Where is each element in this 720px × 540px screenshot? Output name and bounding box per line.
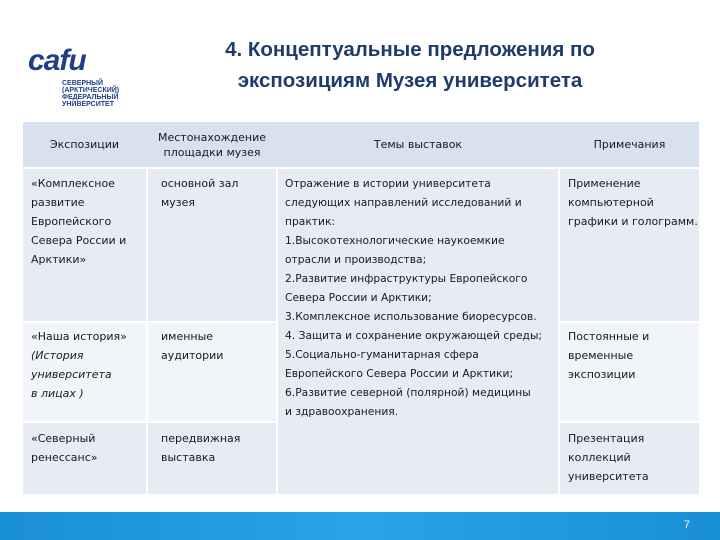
cell-line: основной зал: [161, 177, 239, 190]
row3-location: [161, 429, 240, 467]
logo-line: (АРКТИЧЕСКИЙ): [62, 87, 120, 94]
row3-notes: [568, 429, 649, 486]
logo-line: СЕВЕРНЫЙ: [62, 80, 104, 87]
cell-line: (История: [31, 349, 84, 362]
row2-notes: [568, 327, 649, 384]
logo-line: ФЕДЕРАЛЬНЫЙ: [62, 94, 119, 101]
cell-line: и здравоохранения.: [285, 405, 399, 418]
topics-text: [285, 174, 542, 421]
footer-bar: [0, 512, 720, 540]
cell-line: отрасли и производства;: [285, 253, 427, 266]
cell-line: именные: [161, 330, 214, 343]
cell-line: Арктики»: [31, 253, 87, 266]
cell-line: временные: [568, 349, 634, 362]
cell-line: Севера России и: [31, 234, 127, 247]
row1-location: [161, 174, 238, 212]
logo-line: УНИВЕРСИТЕТ: [62, 101, 114, 108]
university-logo: [28, 44, 120, 114]
cell-line: университета: [568, 470, 649, 483]
header-expositions: [23, 122, 146, 167]
cell-line: 2.Развитие инфраструктуры Европейского: [285, 272, 528, 285]
cell-line: Севера России и Арктики;: [285, 291, 432, 304]
header-notes: [560, 122, 699, 167]
cell-line: 4. Защита и сохранение окружающей среды;: [285, 329, 542, 342]
cell-line: аудитории: [161, 349, 224, 362]
cell-line: 6.Развитие северной (полярной) медицины: [285, 386, 531, 399]
cell-line: коллекций: [568, 451, 631, 464]
row3-exposition: [31, 429, 98, 467]
slide-title: [130, 34, 690, 96]
cell-line: Применение: [568, 177, 641, 190]
cell-line: выставка: [161, 451, 216, 464]
header-topics: [278, 122, 558, 167]
cell-line: в лицах ): [31, 387, 84, 400]
logo-wordmark: cafu: [28, 44, 86, 77]
cell-line: графики и голограмм.: [568, 215, 698, 228]
cell-line: следующих направлений исследований и: [285, 196, 522, 209]
cell-line: экспозиции: [568, 368, 636, 381]
slide-title-line2: экспозициям Музея университета: [237, 69, 583, 92]
row1-notes: [568, 174, 698, 231]
cell-line: университета: [31, 368, 112, 381]
header-label: Экспозиции: [49, 138, 120, 151]
cell-line: Постоянные и: [568, 330, 650, 343]
cell-line: «Комплексное: [31, 177, 115, 190]
cell-line: Отражение в истории университета: [285, 177, 491, 190]
cell-line: ренессанс»: [31, 451, 98, 464]
cell-line: передвижная: [161, 432, 241, 445]
cell-line: Европейского Севера России и Арктики;: [285, 367, 514, 380]
cell-line: 5.Социально-гуманитарная сфера: [285, 348, 479, 361]
header-label: Темы выставок: [373, 138, 463, 151]
page-number: 7: [683, 519, 690, 531]
logo-text: [62, 80, 120, 108]
row1-exposition: [31, 174, 126, 269]
row2-exposition: [31, 327, 127, 403]
cell-line: 3.Комплексное использование биоресурсов.: [285, 310, 537, 323]
cell-line: музея: [161, 196, 196, 209]
header-label: Примечания: [593, 138, 666, 151]
cell-line: «Наша история»: [31, 330, 127, 343]
exposition-table: [23, 122, 699, 494]
cell-line: практик:: [285, 215, 336, 228]
cell-line: развитие: [31, 196, 85, 209]
header-label: Местонахождение: [157, 130, 266, 144]
cell-line: компьютерной: [568, 196, 654, 209]
cell-line: 1.Высокотехнологические наукоемкие: [285, 234, 505, 247]
cell-line: «Северный: [31, 432, 96, 445]
cell-line: Презентация: [568, 432, 645, 445]
row2-location: [161, 327, 223, 365]
header-location: [148, 122, 276, 167]
cell-line: Европейского: [31, 215, 112, 228]
slide-title-line1: 4. Концептуальные предложения по: [225, 38, 595, 61]
header-label: площадки музея: [163, 145, 261, 159]
